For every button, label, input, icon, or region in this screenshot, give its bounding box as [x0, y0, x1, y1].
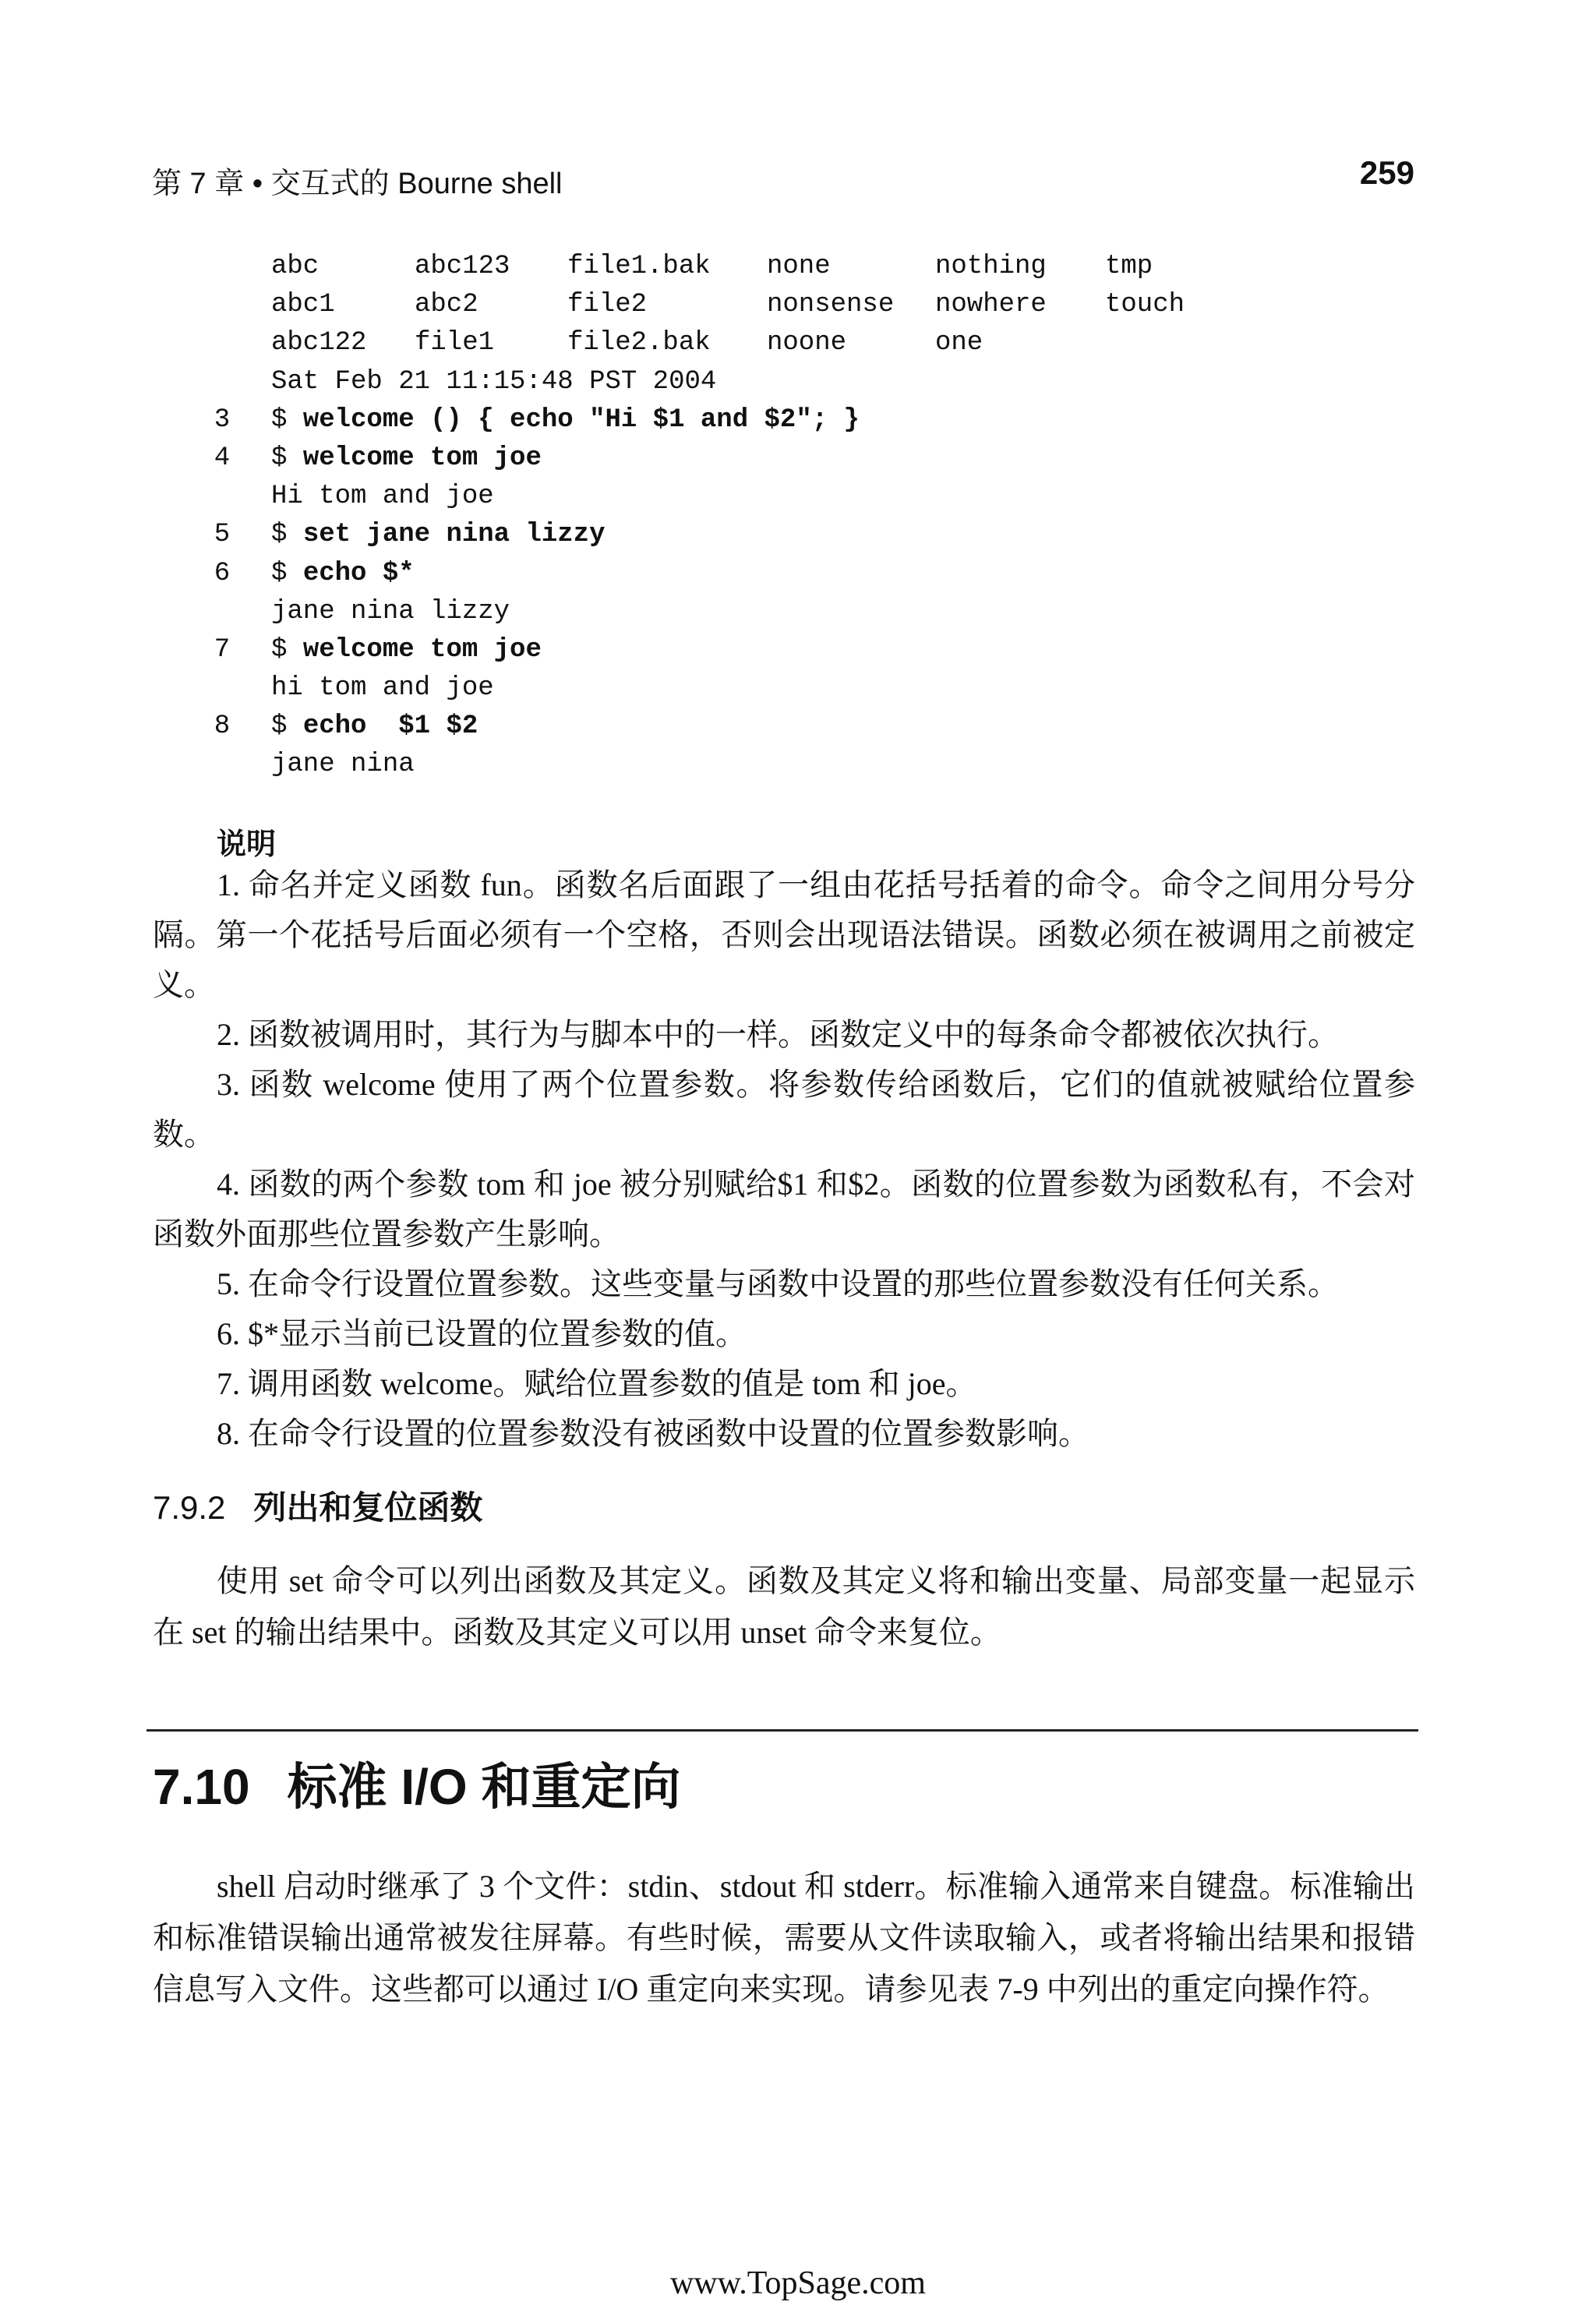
code-line: [210, 708, 1411, 746]
ls-output-row: [210, 324, 1411, 362]
ls-output-cell: abc122: [271, 328, 367, 358]
subsection-title: 列出和复位函数: [253, 1489, 483, 1526]
line-number: 6: [214, 558, 231, 588]
section-paragraph: shell 启动时继承了 3 个文件：stdin、stdout 和 stderr。标准输入通常来自键盘。标准输出和标准错误输出通常被发往屏幕。有些时候，需要从文件读取输入，或者将输出结果和报错信息写入文件。这些都可以通过 I/O 重定向来实现。请参见表 7-9 中列出的重定向操作符。: [153, 1869, 1415, 2007]
ls-output-cell: file2.bak: [567, 328, 711, 358]
subsection-paragraph: 使用 set 命令可以列出函数及其定义。函数及其定义将和输出变量、局部变量一起显示在 set 的输出结果中。函数及其定义可以用 unset 命令来复位。: [153, 1563, 1415, 1650]
command-output: jane nina: [271, 750, 415, 780]
ls-output-cell: nonsense: [767, 290, 895, 320]
ls-output-cell: abc2: [415, 290, 478, 320]
ls-output-cell: file2: [567, 290, 648, 320]
command-output: hi tom and joe: [271, 673, 494, 704]
code-line: [210, 555, 1411, 593]
shell-prompt: $: [271, 404, 303, 435]
ls-output-cell: tmp: [1105, 252, 1153, 281]
note-item: 1. 命名并定义函数 fun。函数名后面跟了一组由花括号括着的命令。命令之间用分号分隔。第一个花括号后面必须有一个空格，否则会出现语法错误。函数必须在被调用之前被定义。: [153, 867, 1415, 1002]
code-line: [210, 669, 1411, 708]
ls-output-cell: file1: [415, 328, 495, 358]
subsection-heading: [153, 1482, 482, 1529]
command-output: Hi tom and joe: [271, 482, 494, 512]
notes-heading: 说明: [217, 828, 277, 861]
note-item: 6. $*显示当前已设置的位置参数的值。: [217, 1316, 747, 1351]
footer-url: www.TopSage.com: [670, 2265, 926, 2301]
running-header: [152, 154, 1414, 201]
section-number: 7.10: [153, 1759, 250, 1815]
ls-output-cell: one: [935, 328, 983, 358]
line-number: 8: [214, 711, 231, 742]
ls-output-cell: abc: [271, 252, 320, 281]
note-item: 7. 调用函数 welcome。赋给位置参数的值是 tom 和 joe。: [217, 1366, 977, 1401]
command-output: jane nina lizzy: [271, 596, 510, 627]
code-line: [210, 593, 1411, 631]
line-number: 7: [214, 634, 231, 665]
subsection-number: 7.9.2: [153, 1489, 226, 1526]
notes-list: [153, 860, 1415, 1459]
ls-output-row: [210, 248, 1411, 286]
shell-command: welcome tom joe: [302, 443, 542, 473]
note-item: 2. 函数被调用时，其行为与脚本中的一样。函数定义中的每条命令都被依次执行。: [217, 1017, 1339, 1052]
shell-command: welcome () { echo "Hi $1 and $2"; }: [302, 404, 860, 435]
ls-output-cell: abc123: [415, 252, 510, 281]
code-line: [210, 631, 1411, 669]
note-item: 8. 在命令行设置的位置参数没有被函数中设置的位置参数影响。: [217, 1416, 1089, 1451]
ls-output-cell: abc1: [271, 290, 335, 320]
shell-prompt: $: [271, 558, 303, 588]
ls-output-cell: touch: [1105, 290, 1185, 320]
ls-output-cell: nowhere: [935, 290, 1047, 320]
ls-output-cell: file1.bak: [567, 252, 711, 281]
section-divider: [147, 1729, 1418, 1732]
shell-prompt: $: [271, 443, 303, 473]
line-number: 5: [214, 520, 231, 550]
note-item: 5. 在命令行设置位置参数。这些变量与函数中设置的那些位置参数没有任何关系。: [217, 1266, 1339, 1301]
ls-output-cell: none: [767, 252, 831, 281]
chapter-title: 第 7 章 • 交互式的 Bourne shell: [152, 168, 563, 200]
shell-command: welcome tom joe: [302, 634, 542, 665]
shell-prompt: $: [271, 634, 303, 665]
command-output: Sat Feb 21 11:15:48 PST 2004: [271, 366, 717, 397]
ls-output-cell: noone: [767, 328, 847, 358]
shell-command: echo $*: [302, 558, 415, 588]
code-line: [210, 478, 1411, 516]
shell-prompt: $: [271, 711, 303, 742]
code-line: [210, 516, 1411, 554]
shell-prompt: $: [271, 520, 303, 550]
note-item: 4. 函数的两个参数 tom 和 joe 被分别赋给$1 和$2。函数的位置参数为函数私有，不会对函数外面那些位置参数产生影响。: [153, 1167, 1415, 1252]
section-heading: [153, 1747, 680, 1819]
ls-output-row: [210, 286, 1411, 324]
line-number: 3: [214, 404, 231, 435]
ls-output-cell: nothing: [935, 252, 1047, 281]
section-title: 标准 I/O 和重定向: [287, 1759, 681, 1815]
code-line: [210, 440, 1411, 478]
line-number: 4: [214, 443, 231, 473]
code-line: [210, 401, 1411, 440]
note-item: 3. 函数 welcome 使用了两个位置参数。将参数传给函数后，它们的值就被赋给位置参数。: [153, 1067, 1415, 1152]
shell-command: set jane nina lizzy: [302, 520, 606, 550]
code-line: [210, 746, 1411, 784]
code-line: [210, 363, 1411, 401]
shell-command: echo $1 $2: [302, 711, 478, 742]
code-listing: [210, 248, 1411, 785]
page-number: 259: [1359, 154, 1414, 191]
